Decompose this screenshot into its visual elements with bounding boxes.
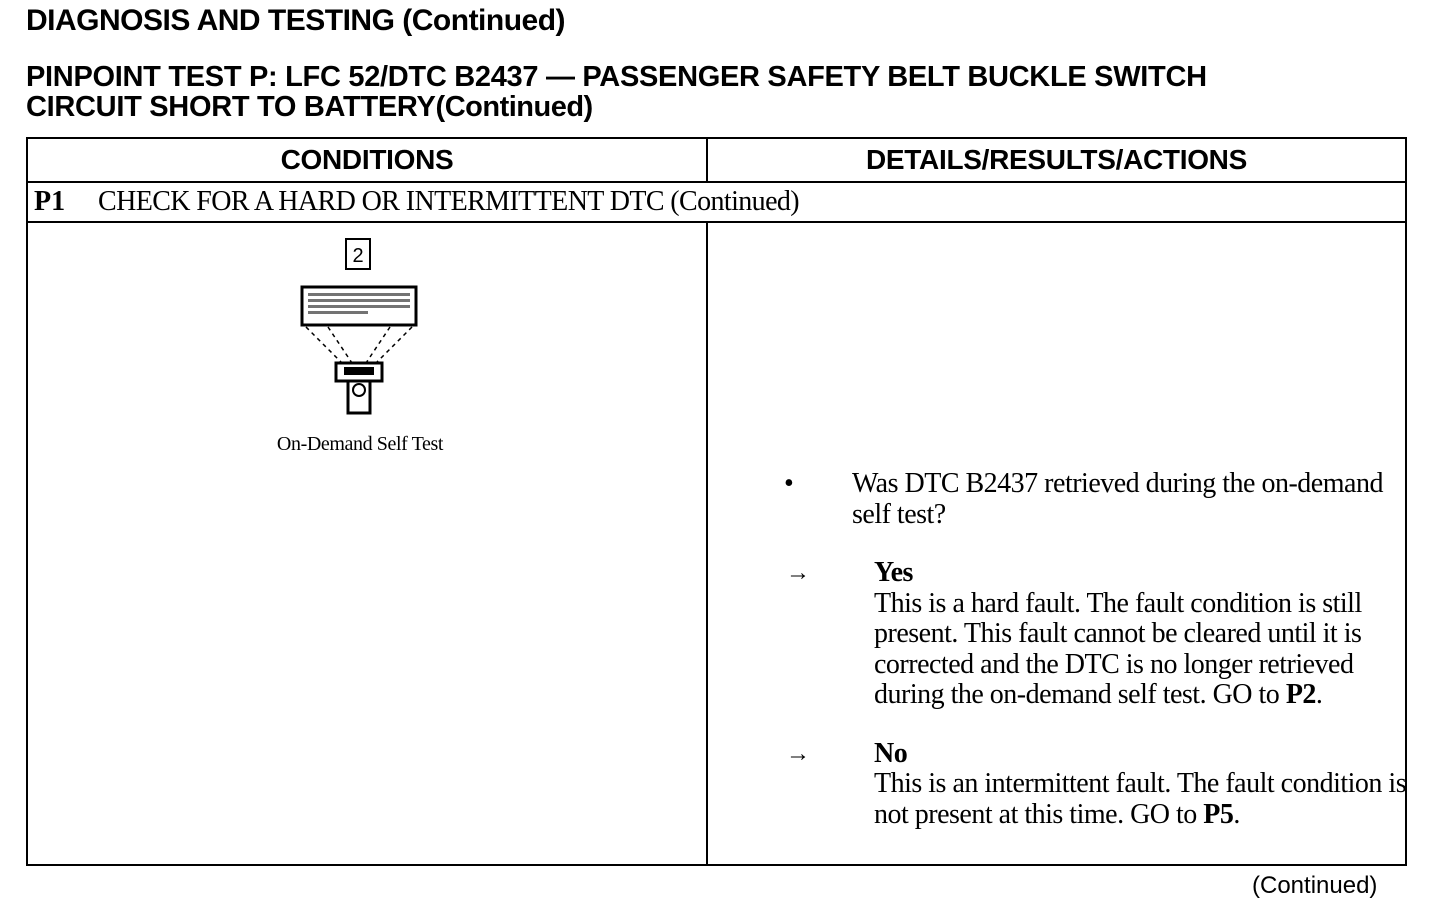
arrow-right-icon: →: [786, 560, 810, 586]
heading-text: DIAGNOSIS AND TESTING: [26, 4, 395, 37]
question-text: Was DTC B2437 retrieved during the on-demand self test?: [852, 468, 1383, 530]
step-title: CHECK FOR A HARD OR INTERMITTENT DTC (Continued): [98, 186, 800, 217]
continued-footer: (Continued): [1252, 872, 1378, 899]
column-header-details: DETAILS/RESULTS/ACTIONS: [866, 144, 1247, 175]
pinpoint-test-title: [26, 62, 1207, 122]
arrow-right-icon: →: [786, 740, 810, 767]
step-number: P1: [34, 186, 66, 217]
heading-suffix: (Continued): [402, 4, 566, 37]
step-box-number: 2: [352, 245, 364, 267]
step-rule: [28, 221, 1405, 223]
body-divider: [706, 223, 708, 864]
pinpoint-title-line2: [26, 92, 1207, 122]
scan-tool-icon: [298, 237, 428, 417]
goto-p5-ref: P5: [1203, 798, 1234, 830]
pinpoint-title-line1: PINPOINT TEST P: LFC 52/DTC B2437 — PASSENGER SAFETY BELT BUCKLE SWITCH: [26, 61, 1207, 93]
bullet-icon: •: [784, 468, 794, 499]
pinpoint-test-table: [26, 137, 1407, 866]
header-divider: [706, 139, 708, 181]
goto-p2-ref: P2: [1285, 679, 1316, 710]
page-heading: [26, 4, 565, 38]
figure-caption: On-Demand Self Test: [276, 433, 444, 455]
answer-no-label: No: [874, 737, 908, 769]
answer-yes-label: Yes: [874, 557, 913, 588]
answer-no: [780, 739, 1420, 831]
answer-yes-text: This is a hard fault. The fault condition is still present. This fault cannot be cleared until it is corrected and the DTC is no longer retrieved during the on-demand self test. GO to P2.: [874, 587, 1362, 710]
results-actions: [780, 469, 1420, 830]
question-item: [780, 469, 1420, 530]
answer-yes: [780, 558, 1420, 711]
answer-no-text: This is an intermittent fault. The fault condition is not present at this time. GO to P5.: [874, 768, 1407, 830]
column-header-conditions: CONDITIONS: [280, 144, 454, 175]
pinpoint-title-line2-text: CIRCUIT SHORT TO BATTERY: [26, 91, 436, 123]
pinpoint-title-suffix: (Continued): [435, 91, 593, 123]
